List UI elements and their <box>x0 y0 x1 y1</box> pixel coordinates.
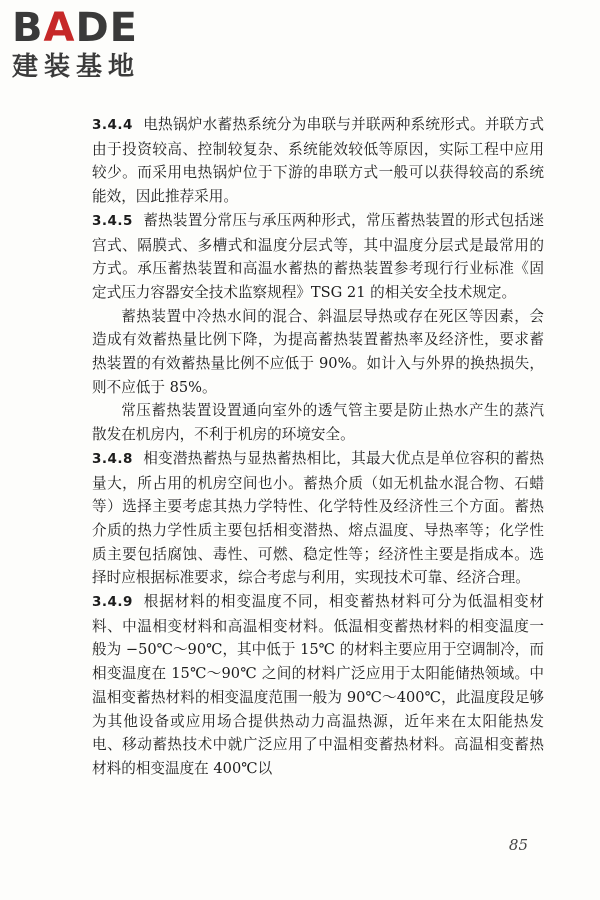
section-text: 电热锅炉水蓄热系统分为串联与并联两种系统形式。并联方式由于投资较高、控制较复杂、系统能效较低等原因，实际工程中应用较少。而采用电热锅炉位于下游的串联方式一般可以获得较高的系统能效，因此推荐采用。 <box>92 116 544 206</box>
section-3-4-5 <box>92 209 544 305</box>
section-text: 相变潜热蓄热与显热蓄热相比，其最大优点是单位容积的蓄热量大，所占用的机房空间也小。蓄热介质（如无机盐水混合物、石蜡等）选择主要考虑其热力学特性、化学特性及经济性三个方面。蓄热介质的热力学性质主要包括相变潜热、熔点温度、导热率等；化学性质主要包括腐蚀、毒性、可燃、稳定性等；经济性主要是指成本。选择时应根据标准要求，综合考虑与利用，实现技术可靠、经济合理。 <box>92 449 544 587</box>
section-text: 蓄热装置分常压与承压两种形式，常压蓄热装置的形式包括迷宫式、隔膜式、多槽式和温度分层式等，其中温度分层式是最常用的方式。承压蓄热装置和高温水蓄热的蓄热装置参考现行行业标准《固定式压力容器安全技术监察规程》TSG 21 的相关安全技术规定。 <box>92 211 544 301</box>
section-3-4-9 <box>92 590 544 781</box>
logo-subtitle: 建装基地 <box>12 52 141 82</box>
section-number: 3.4.8 <box>92 450 133 467</box>
paragraph-effective-storage: 蓄热装置中冷热水间的混合、斜温层导热或存在死区等因素，会造成有效蓄热量比例下降，为提高蓄热装置蓄热率及经济性，要求蓄热装置的有效蓄热量比例不应低于 90%。如计入与外界的换热损失，则不应低于 85%。 <box>92 307 544 396</box>
section-3-4-4 <box>92 113 544 209</box>
logo-wordmark: BADE <box>12 5 138 51</box>
section-number: 3.4.9 <box>92 594 133 611</box>
logo-a-mark: A <box>43 5 76 51</box>
page-body <box>92 113 544 781</box>
section-text: 根据材料的相变温度不同，相变蓄热材料可分为低温相变材料、中温相变材料和高温相变材料。低温相变蓄热材料的相变温度一般为 −50℃～90℃，其中低于 15℃ 的材料主要应用于空调制冷，而相变温度在 15℃～90℃ 之间的材料广泛应用于太阳能储热领域。中温相变蓄热材料的相变温度范围一般为 90℃～400℃，此温度段足够为其他设备或应用场合提供热动力高温热源，近年来在太阳能热发电、移动蓄热技术中就广泛应用了中温相变蓄热材料。高温相变蓄热材料的相变温度在 400℃以 <box>92 593 544 777</box>
section-number: 3.4.4 <box>92 117 133 133</box>
bade-logo <box>12 6 182 92</box>
paragraph-vent-pipe: 常压蓄热装置设置通向室外的透气管主要是防止热水产生的蒸汽散发在机房内，不利于机房的环境安全。 <box>92 402 544 444</box>
section-number: 3.4.5 <box>92 212 133 229</box>
section-3-4-8 <box>92 447 544 590</box>
page-number: 85 <box>508 836 528 854</box>
